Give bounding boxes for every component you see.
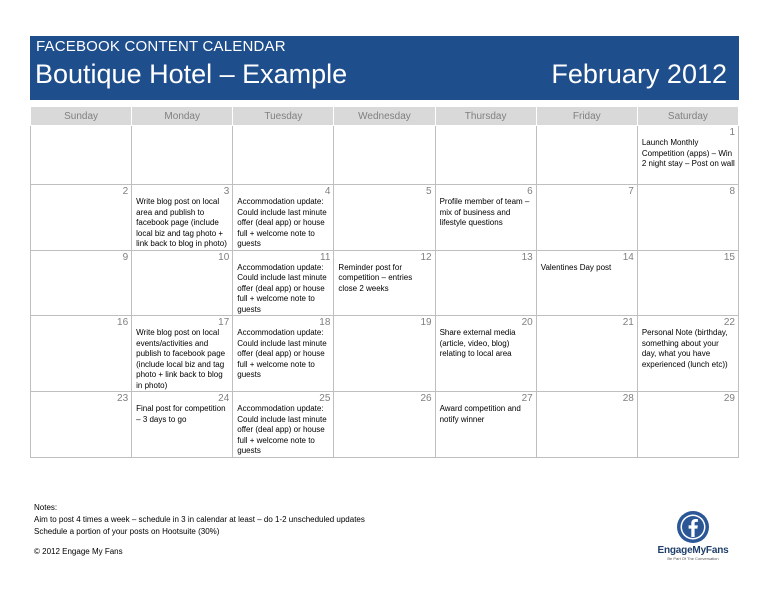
calendar-day-cell: [334, 185, 435, 251]
day-number: 16: [117, 317, 129, 328]
day-number: 11: [320, 251, 331, 263]
day-number: 27: [521, 393, 533, 404]
calendar-month: February 2012: [551, 59, 727, 89]
day-content: Valentines Day post: [540, 262, 612, 272]
calendar-day-cell: [536, 250, 637, 316]
calendar-day-cell: [132, 250, 233, 316]
calendar-day-cell: [435, 185, 536, 251]
day-number: 13: [521, 251, 533, 263]
calendar-week-row: [31, 250, 739, 316]
day-header-saturday: Saturday: [637, 107, 738, 126]
day-header-row: [31, 107, 739, 126]
day-number: 15: [723, 251, 735, 263]
calendar-day-cell: [637, 316, 738, 392]
calendar-day-cell: [233, 392, 334, 458]
calendar-day-cell: [31, 392, 132, 458]
day-content: Profile member of team – mix of business and lifestyle questions: [439, 197, 530, 227]
calendar-day-cell: [132, 126, 233, 185]
day-content: Accommodation update: Could include last minute offer (deal app) or house full + welcome note to guests: [237, 262, 327, 314]
calendar-day-cell: [435, 126, 536, 185]
day-content: Personal Note (birthday, something about your day, what you have experienced (lunch etc)): [641, 328, 728, 369]
day-number: 25: [319, 393, 331, 404]
calendar-banner: [30, 36, 739, 100]
calendar-day-cell: [31, 250, 132, 316]
day-number: 12: [420, 251, 432, 263]
day-number: 19: [420, 317, 432, 328]
day-content: Award competition and notify winner: [439, 404, 521, 424]
calendar-day-cell: [435, 316, 536, 392]
day-header-friday: Friday: [536, 107, 637, 126]
day-number: 18: [319, 317, 331, 328]
notes-heading: Notes:: [34, 503, 58, 512]
day-content: Share external media (article, video, blog) relating to local area: [439, 328, 516, 358]
calendar-week-row: [31, 185, 739, 251]
calendar-day-cell: [334, 250, 435, 316]
day-number: 1: [729, 127, 735, 138]
calendar-day-cell: [536, 185, 637, 251]
day-header-wednesday: Wednesday: [334, 107, 435, 126]
day-number: 20: [521, 317, 533, 328]
calendar-day-cell: [536, 316, 637, 392]
calendar-grid: [30, 106, 739, 458]
calendar-title: Boutique Hotel – Example: [35, 59, 348, 89]
day-header-sunday: Sunday: [31, 107, 132, 126]
day-number: 22: [723, 317, 735, 328]
day-content: Reminder post for competition – entries close 2 weeks: [338, 262, 413, 293]
engage-my-fans-logo: [652, 510, 734, 570]
notes-section: [34, 502, 365, 538]
calendar-supertitle: FACEBOOK CONTENT CALENDAR: [36, 38, 286, 55]
logo-tagline: Be Part Of The Conversation: [667, 556, 719, 561]
calendar-day-cell: [435, 392, 536, 458]
day-content: Final post for competition – 3 days to go: [136, 404, 226, 424]
day-number: 8: [729, 186, 735, 197]
calendar-day-cell: [334, 126, 435, 185]
notes-line-2: Schedule a portion of your posts on Hootsuite (30%): [34, 527, 220, 536]
day-number: 26: [420, 393, 432, 404]
day-content: Accommodation update: Could include last minute offer (deal app) or house full + welcome note to guests: [237, 328, 327, 379]
calendar-day-cell: [536, 126, 637, 185]
logo-name: EngageMyFans: [657, 545, 729, 556]
calendar-day-cell: [536, 392, 637, 458]
copyright-text: © 2012 Engage My Fans: [34, 547, 123, 556]
day-header-thursday: Thursday: [435, 107, 536, 126]
day-number: 5: [426, 186, 432, 197]
day-header-monday: Monday: [132, 107, 233, 126]
calendar-day-cell: [233, 316, 334, 392]
calendar-day-cell: [637, 250, 738, 316]
calendar-day-cell: [637, 185, 738, 251]
calendar-day-cell: [334, 316, 435, 392]
day-content: Accommodation update: Could include last minute offer (deal app) or house full + welcome note to guests: [237, 404, 327, 455]
facebook-f-icon: [676, 510, 710, 544]
day-number: 29: [723, 393, 735, 404]
calendar-day-cell: [233, 185, 334, 251]
day-number: 2: [122, 186, 129, 197]
calendar-day-cell: [31, 126, 132, 185]
day-number: 21: [622, 317, 634, 328]
day-number: 6: [527, 186, 533, 197]
day-number: 4: [324, 186, 331, 197]
day-number: 17: [218, 317, 230, 328]
calendar-day-cell: [31, 316, 132, 392]
day-number: 28: [622, 393, 634, 404]
day-number: 9: [122, 251, 129, 263]
day-number: 3: [223, 186, 230, 197]
calendar-week-row: [31, 392, 739, 458]
day-number: 10: [218, 251, 230, 263]
calendar-week-row: [31, 316, 739, 392]
calendar-week-row: [31, 126, 739, 185]
calendar-day-cell: [637, 126, 738, 185]
calendar-day-cell: [132, 392, 233, 458]
day-number: 23: [117, 393, 129, 404]
calendar-day-cell: [132, 316, 233, 392]
notes-line-1: Aim to post 4 times a week – schedule in 3 in calendar at least – do 1-2 unscheduled updates: [34, 515, 365, 524]
day-number: 24: [218, 393, 230, 404]
calendar-day-cell: [435, 250, 536, 316]
calendar-day-cell: [233, 250, 334, 316]
day-number: 14: [622, 251, 634, 263]
calendar-day-cell: [334, 392, 435, 458]
day-header-tuesday: Tuesday: [233, 107, 334, 126]
day-number: 7: [628, 186, 634, 197]
day-content: Launch Monthly Competition (apps) – Win 2 night stay – Post on wall: [641, 138, 735, 168]
calendar-day-cell: [637, 392, 738, 458]
day-content: Write blog post on local events/activities and publish to facebook page (include local biz and tag photo + link back to blog in photo): [136, 328, 226, 390]
calendar-day-cell: [132, 185, 233, 251]
calendar-day-cell: [233, 126, 334, 185]
calendar-day-cell: [31, 185, 132, 251]
day-content: Write blog post on local area and publish to facebook page (include local biz and tag photo + link back to blog in photo): [136, 197, 227, 248]
day-content: Accommodation update: Could include last minute offer (deal app) or house full + welcome note to guests: [237, 197, 327, 248]
